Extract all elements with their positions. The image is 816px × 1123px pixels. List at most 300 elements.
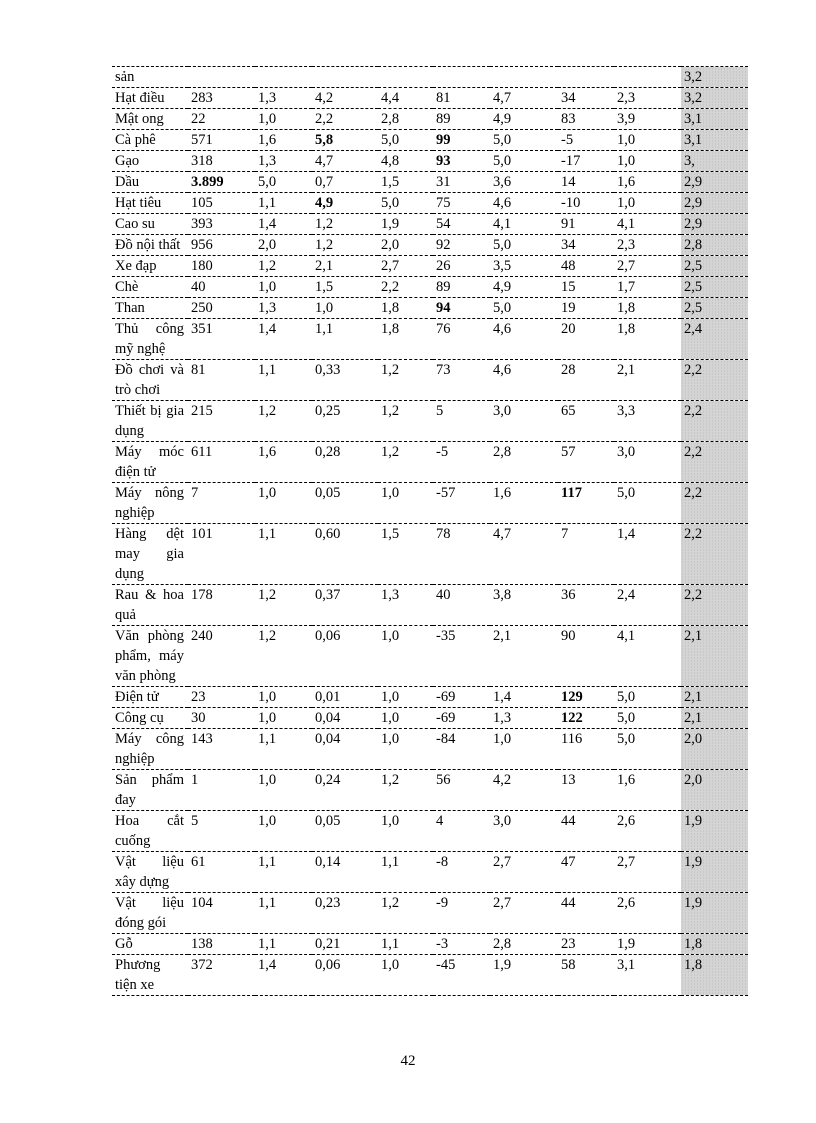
value-cell xyxy=(255,67,312,88)
value-cell: 26 xyxy=(433,256,490,277)
value-cell: 0,24 xyxy=(312,770,378,811)
value-cell: 105 xyxy=(188,193,255,214)
table-row xyxy=(112,442,748,483)
value-cell: 2,1 xyxy=(490,626,558,687)
product-name-cell: Cao su xyxy=(112,214,188,235)
value-cell: 1,2 xyxy=(378,893,433,934)
value-cell: 1,2 xyxy=(255,626,312,687)
value-cell: -45 xyxy=(433,955,490,996)
value-cell: 48 xyxy=(558,256,614,277)
value-cell: 4,4 xyxy=(378,88,433,109)
score-cell: 2,1 xyxy=(681,708,748,729)
table-row xyxy=(112,130,748,151)
value-cell: 116 xyxy=(558,729,614,770)
value-cell: 30 xyxy=(188,708,255,729)
value-cell: 4 xyxy=(433,811,490,852)
table-row xyxy=(112,256,748,277)
value-cell: 7 xyxy=(188,483,255,524)
value-cell: 393 xyxy=(188,214,255,235)
value-cell: 3,6 xyxy=(490,172,558,193)
value-cell: 44 xyxy=(558,893,614,934)
value-cell: 1,2 xyxy=(255,401,312,442)
value-cell: 1,9 xyxy=(614,934,681,955)
score-cell: 2,2 xyxy=(681,442,748,483)
value-cell: 0,06 xyxy=(312,955,378,996)
score-cell: 2,5 xyxy=(681,298,748,319)
value-cell: 5,0 xyxy=(490,130,558,151)
table-row xyxy=(112,483,748,524)
value-cell: 34 xyxy=(558,88,614,109)
value-cell: 1,0 xyxy=(255,277,312,298)
value-cell: 3,0 xyxy=(614,442,681,483)
value-cell: 99 xyxy=(433,130,490,151)
value-cell: 2,7 xyxy=(614,852,681,893)
value-cell: 1,0 xyxy=(255,708,312,729)
score-cell: 3,1 xyxy=(681,109,748,130)
score-cell: 2,2 xyxy=(681,483,748,524)
value-cell: 5,0 xyxy=(490,151,558,172)
value-cell: 1,0 xyxy=(378,729,433,770)
value-cell xyxy=(312,67,378,88)
value-cell: 81 xyxy=(188,360,255,401)
product-name-cell: Xe đạp xyxy=(112,256,188,277)
value-cell: 2,4 xyxy=(614,585,681,626)
value-cell: 5,0 xyxy=(378,130,433,151)
product-name-cell: Cà phê xyxy=(112,130,188,151)
value-cell: 1,0 xyxy=(255,109,312,130)
value-cell: 2,7 xyxy=(490,852,558,893)
value-cell: 91 xyxy=(558,214,614,235)
value-cell: -69 xyxy=(433,687,490,708)
score-cell: 1,8 xyxy=(681,934,748,955)
value-cell: 0,05 xyxy=(312,483,378,524)
value-cell: 4,6 xyxy=(490,360,558,401)
value-cell: 1,0 xyxy=(378,626,433,687)
table-row xyxy=(112,401,748,442)
value-cell: 1,0 xyxy=(255,483,312,524)
score-cell: 2,4 xyxy=(681,319,748,360)
value-cell: 250 xyxy=(188,298,255,319)
value-cell: 92 xyxy=(433,235,490,256)
value-cell: -8 xyxy=(433,852,490,893)
table-row xyxy=(112,298,748,319)
score-cell: 2,9 xyxy=(681,214,748,235)
value-cell: 1,4 xyxy=(255,319,312,360)
value-cell: 1,6 xyxy=(490,483,558,524)
value-cell: 215 xyxy=(188,401,255,442)
table-row xyxy=(112,687,748,708)
value-cell: 1,4 xyxy=(255,955,312,996)
value-cell: 4,6 xyxy=(490,319,558,360)
value-cell xyxy=(614,67,681,88)
table-row xyxy=(112,67,748,88)
page-number: 42 xyxy=(400,1053,416,1069)
value-cell: -17 xyxy=(558,151,614,172)
value-cell: 1,0 xyxy=(378,687,433,708)
product-name-cell: Thiết bị gia dụng xyxy=(112,401,188,442)
value-cell: 2,0 xyxy=(378,235,433,256)
value-cell: 104 xyxy=(188,893,255,934)
score-cell: 2,0 xyxy=(681,729,748,770)
value-cell: 0,14 xyxy=(312,852,378,893)
product-name-cell: Than xyxy=(112,298,188,319)
value-cell: 4,1 xyxy=(490,214,558,235)
value-cell: 0,01 xyxy=(312,687,378,708)
value-cell: 61 xyxy=(188,852,255,893)
product-name-cell: Mật ong xyxy=(112,109,188,130)
value-cell: 1,1 xyxy=(255,729,312,770)
value-cell: 1,8 xyxy=(378,319,433,360)
table-row xyxy=(112,893,748,934)
value-cell: 2,8 xyxy=(490,934,558,955)
value-cell: 129 xyxy=(558,687,614,708)
export-ranking-table xyxy=(112,66,748,996)
value-cell: 3,5 xyxy=(490,256,558,277)
value-cell: 1,2 xyxy=(312,214,378,235)
value-cell: 1,9 xyxy=(490,955,558,996)
value-cell: -3 xyxy=(433,934,490,955)
product-name-cell: Điện tử xyxy=(112,687,188,708)
score-cell: 2,2 xyxy=(681,585,748,626)
value-cell: 0,37 xyxy=(312,585,378,626)
value-cell: 2,7 xyxy=(614,256,681,277)
value-cell: -69 xyxy=(433,708,490,729)
value-cell: 1,2 xyxy=(312,235,378,256)
value-cell: 3,0 xyxy=(490,401,558,442)
value-cell: 1,0 xyxy=(312,298,378,319)
value-cell: 571 xyxy=(188,130,255,151)
value-cell xyxy=(188,67,255,88)
value-cell: 40 xyxy=(188,277,255,298)
value-cell: 78 xyxy=(433,524,490,585)
value-cell: 1,4 xyxy=(614,524,681,585)
value-cell: 4,7 xyxy=(490,524,558,585)
value-cell: 3,1 xyxy=(614,955,681,996)
value-cell: 2,1 xyxy=(614,360,681,401)
product-name-cell: Phương tiện xe xyxy=(112,955,188,996)
value-cell: 28 xyxy=(558,360,614,401)
table-row xyxy=(112,88,748,109)
value-cell: 3.899 xyxy=(188,172,255,193)
value-cell: 1 xyxy=(188,770,255,811)
product-name-cell: Gỗ xyxy=(112,934,188,955)
value-cell: 4,9 xyxy=(312,193,378,214)
value-cell: 101 xyxy=(188,524,255,585)
value-cell: 2,3 xyxy=(614,235,681,256)
value-cell: 54 xyxy=(433,214,490,235)
product-name-cell: Chè xyxy=(112,277,188,298)
value-cell xyxy=(433,67,490,88)
score-cell: 2,8 xyxy=(681,235,748,256)
value-cell: 2,2 xyxy=(312,109,378,130)
value-cell: 90 xyxy=(558,626,614,687)
value-cell: 19 xyxy=(558,298,614,319)
value-cell: 1,2 xyxy=(255,585,312,626)
value-cell: 180 xyxy=(188,256,255,277)
score-cell: 2,5 xyxy=(681,256,748,277)
value-cell: 1,0 xyxy=(614,193,681,214)
value-cell: 5,0 xyxy=(614,729,681,770)
value-cell: 1,1 xyxy=(378,852,433,893)
value-cell: 57 xyxy=(558,442,614,483)
table-row xyxy=(112,319,748,360)
value-cell: 3,0 xyxy=(490,811,558,852)
value-cell: 22 xyxy=(188,109,255,130)
value-cell: 0,7 xyxy=(312,172,378,193)
value-cell: 73 xyxy=(433,360,490,401)
value-cell: 3,3 xyxy=(614,401,681,442)
value-cell: 1,4 xyxy=(490,687,558,708)
value-cell: 76 xyxy=(433,319,490,360)
value-cell: 1,0 xyxy=(255,687,312,708)
value-cell: 143 xyxy=(188,729,255,770)
value-cell: 1,3 xyxy=(255,151,312,172)
product-name-cell: Gạo xyxy=(112,151,188,172)
score-cell: 3, xyxy=(681,151,748,172)
value-cell: 1,1 xyxy=(312,319,378,360)
value-cell: 4,6 xyxy=(490,193,558,214)
value-cell: 122 xyxy=(558,708,614,729)
table-row xyxy=(112,360,748,401)
value-cell: 94 xyxy=(433,298,490,319)
value-cell: 1,0 xyxy=(614,130,681,151)
product-name-cell: sản xyxy=(112,67,188,88)
score-cell: 1,8 xyxy=(681,955,748,996)
product-name-cell: Đồ nội thất xyxy=(112,235,188,256)
table-row xyxy=(112,524,748,585)
value-cell: 56 xyxy=(433,770,490,811)
value-cell: 47 xyxy=(558,852,614,893)
value-cell: 1,8 xyxy=(378,298,433,319)
value-cell: 5,0 xyxy=(614,483,681,524)
value-cell: 2,7 xyxy=(490,893,558,934)
value-cell: 1,5 xyxy=(378,524,433,585)
value-cell: 1,1 xyxy=(255,893,312,934)
value-cell: 4,8 xyxy=(378,151,433,172)
value-cell: 83 xyxy=(558,109,614,130)
score-cell: 2,2 xyxy=(681,401,748,442)
product-name-cell: Thủ công mỹ nghệ xyxy=(112,319,188,360)
value-cell: 283 xyxy=(188,88,255,109)
value-cell: 1,3 xyxy=(255,88,312,109)
value-cell: 1,0 xyxy=(378,483,433,524)
value-cell: 13 xyxy=(558,770,614,811)
value-cell: 956 xyxy=(188,235,255,256)
value-cell: 1,2 xyxy=(378,770,433,811)
value-cell: 4,2 xyxy=(490,770,558,811)
value-cell: 4,1 xyxy=(614,214,681,235)
value-cell: 23 xyxy=(558,934,614,955)
table-row xyxy=(112,852,748,893)
value-cell: 5,0 xyxy=(614,687,681,708)
value-cell xyxy=(490,67,558,88)
value-cell: 44 xyxy=(558,811,614,852)
score-cell: 2,2 xyxy=(681,360,748,401)
value-cell: 1,6 xyxy=(614,172,681,193)
table-row xyxy=(112,626,748,687)
table-row xyxy=(112,708,748,729)
score-cell: 3,2 xyxy=(681,67,748,88)
score-cell: 1,9 xyxy=(681,893,748,934)
value-cell: 1,3 xyxy=(255,298,312,319)
value-cell: 0,05 xyxy=(312,811,378,852)
value-cell: 20 xyxy=(558,319,614,360)
value-cell: 4,9 xyxy=(490,109,558,130)
score-cell: 1,9 xyxy=(681,852,748,893)
value-cell: 4,2 xyxy=(312,88,378,109)
table-row xyxy=(112,955,748,996)
value-cell: 2,2 xyxy=(378,277,433,298)
table-row xyxy=(112,770,748,811)
value-cell: -35 xyxy=(433,626,490,687)
product-name-cell: Vật liệu xây dựng xyxy=(112,852,188,893)
value-cell: 1,0 xyxy=(614,151,681,172)
value-cell: 2,6 xyxy=(614,893,681,934)
value-cell xyxy=(558,67,614,88)
product-name-cell: Máy móc điện tử xyxy=(112,442,188,483)
value-cell: 0,23 xyxy=(312,893,378,934)
value-cell: 75 xyxy=(433,193,490,214)
value-cell: 3,9 xyxy=(614,109,681,130)
table-row xyxy=(112,172,748,193)
value-cell: 4,7 xyxy=(490,88,558,109)
value-cell: 1,9 xyxy=(378,214,433,235)
value-cell: 15 xyxy=(558,277,614,298)
value-cell: 4,1 xyxy=(614,626,681,687)
value-cell: 1,1 xyxy=(255,193,312,214)
value-cell: 5,0 xyxy=(490,298,558,319)
table-row xyxy=(112,193,748,214)
value-cell: 1,2 xyxy=(378,360,433,401)
value-cell: 1,3 xyxy=(490,708,558,729)
value-cell: 89 xyxy=(433,277,490,298)
value-cell: 1,5 xyxy=(378,172,433,193)
value-cell: 1,0 xyxy=(378,708,433,729)
score-cell: 2,2 xyxy=(681,524,748,585)
value-cell: 5,0 xyxy=(255,172,312,193)
value-cell: 0,04 xyxy=(312,708,378,729)
value-cell: -9 xyxy=(433,893,490,934)
product-name-cell: Văn phòng phẩm, máy văn phòng xyxy=(112,626,188,687)
score-cell: 2,0 xyxy=(681,770,748,811)
score-cell: 2,5 xyxy=(681,277,748,298)
value-cell: 65 xyxy=(558,401,614,442)
value-cell: 2,8 xyxy=(378,109,433,130)
value-cell: 1,8 xyxy=(614,298,681,319)
product-name-cell: Vật liệu đóng gói xyxy=(112,893,188,934)
table-row xyxy=(112,729,748,770)
value-cell: 5 xyxy=(188,811,255,852)
value-cell: 58 xyxy=(558,955,614,996)
value-cell: -5 xyxy=(433,442,490,483)
value-cell: 138 xyxy=(188,934,255,955)
value-cell: 0,60 xyxy=(312,524,378,585)
product-name-cell: Máy nông nghiệp xyxy=(112,483,188,524)
value-cell: 14 xyxy=(558,172,614,193)
value-cell: 5,0 xyxy=(490,235,558,256)
value-cell: 117 xyxy=(558,483,614,524)
product-name-cell: Hoa cắt cuống xyxy=(112,811,188,852)
value-cell xyxy=(378,67,433,88)
table-row xyxy=(112,934,748,955)
product-name-cell: Đồ chơi và trò chơi xyxy=(112,360,188,401)
value-cell: 36 xyxy=(558,585,614,626)
product-name-cell: Sản phẩm đay xyxy=(112,770,188,811)
product-name-cell: Hạt điều xyxy=(112,88,188,109)
value-cell: 1,5 xyxy=(312,277,378,298)
product-name-cell: Máy công nghiệp xyxy=(112,729,188,770)
value-cell: 4,7 xyxy=(312,151,378,172)
table-body xyxy=(112,67,748,996)
table-row xyxy=(112,585,748,626)
value-cell: 0,33 xyxy=(312,360,378,401)
value-cell: 0,04 xyxy=(312,729,378,770)
product-name-cell: Rau & hoa quả xyxy=(112,585,188,626)
value-cell: 1,1 xyxy=(255,934,312,955)
value-cell: 1,0 xyxy=(490,729,558,770)
value-cell: 1,0 xyxy=(378,811,433,852)
table-row xyxy=(112,277,748,298)
value-cell: 3,8 xyxy=(490,585,558,626)
value-cell: 1,3 xyxy=(378,585,433,626)
value-cell: 40 xyxy=(433,585,490,626)
value-cell: 1,0 xyxy=(255,770,312,811)
value-cell: 318 xyxy=(188,151,255,172)
value-cell: 1,0 xyxy=(255,811,312,852)
score-cell: 3,2 xyxy=(681,88,748,109)
value-cell: 0,21 xyxy=(312,934,378,955)
value-cell: 0,28 xyxy=(312,442,378,483)
table-row xyxy=(112,214,748,235)
value-cell: 351 xyxy=(188,319,255,360)
value-cell: 240 xyxy=(188,626,255,687)
value-cell: 1,1 xyxy=(255,852,312,893)
value-cell: 1,7 xyxy=(614,277,681,298)
value-cell: 1,0 xyxy=(378,955,433,996)
score-cell: 2,9 xyxy=(681,193,748,214)
value-cell: 1,1 xyxy=(378,934,433,955)
value-cell: 7 xyxy=(558,524,614,585)
value-cell: 34 xyxy=(558,235,614,256)
value-cell: 0,25 xyxy=(312,401,378,442)
value-cell: 178 xyxy=(188,585,255,626)
value-cell: 5,0 xyxy=(614,708,681,729)
value-cell: 1,1 xyxy=(255,360,312,401)
value-cell: 5 xyxy=(433,401,490,442)
value-cell: 5,0 xyxy=(378,193,433,214)
value-cell: 5,8 xyxy=(312,130,378,151)
value-cell: 81 xyxy=(433,88,490,109)
value-cell: 2,6 xyxy=(614,811,681,852)
table-row xyxy=(112,811,748,852)
value-cell: 23 xyxy=(188,687,255,708)
value-cell: 372 xyxy=(188,955,255,996)
value-cell: 2,1 xyxy=(312,256,378,277)
table-row xyxy=(112,151,748,172)
value-cell: 1,2 xyxy=(378,401,433,442)
value-cell: -57 xyxy=(433,483,490,524)
score-cell: 2,1 xyxy=(681,687,748,708)
value-cell: 1,6 xyxy=(255,130,312,151)
table-row xyxy=(112,109,748,130)
value-cell: 1,2 xyxy=(378,442,433,483)
product-name-cell: Công cụ xyxy=(112,708,188,729)
table-row xyxy=(112,235,748,256)
value-cell: 611 xyxy=(188,442,255,483)
value-cell: 1,6 xyxy=(614,770,681,811)
value-cell: 2,0 xyxy=(255,235,312,256)
value-cell: 1,2 xyxy=(255,256,312,277)
